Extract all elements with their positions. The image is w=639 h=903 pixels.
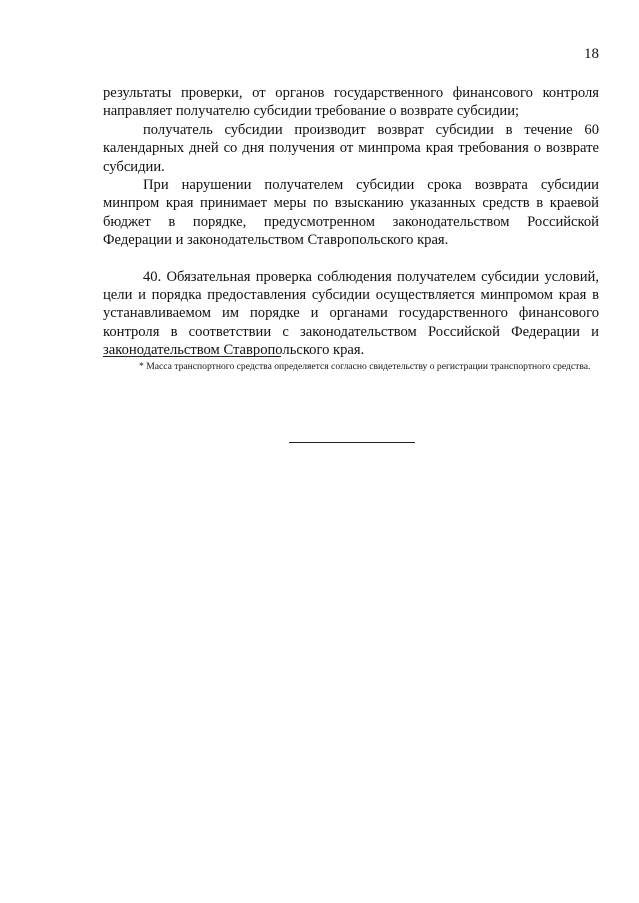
paragraph-4: 40. Обязательная проверка соблюдения получателем субсидии условий, цели и порядка предоставления субсидии осуществляется минпромом края в устанавливаемом им порядке и органами государственного финансового контроля в соответствии с законодательством Российской Федерации и законодательством Ставропольского края. [103,268,599,359]
paragraph-1: результаты проверки, от органов государственного финансового контроля направляет получателю субсидии требование о возврате субсидии; [103,85,599,120]
main-text [103,84,599,360]
paragraph-3: При нарушении получателем субсидии срока возврата субсидии минпром края принимает меры по взысканию указанных средств в краевой бюджет в порядке, предусмотренном законодательством Российской Федерации и законодательством Ставропольского края. [103,177,599,249]
paragraph-2: получатель субсидии производит возврат субсидии в течение 60 календарных дней со дня получения от минпрома края требования о возврате субсидии. [103,121,599,175]
end-separator-line [289,442,415,443]
page-number: 18 [584,46,599,62]
footnote-separator [103,356,281,357]
footnote: * Масса транспортного средства определяется согласно свидетельству о регистрации транспортного средства. [139,361,591,372]
